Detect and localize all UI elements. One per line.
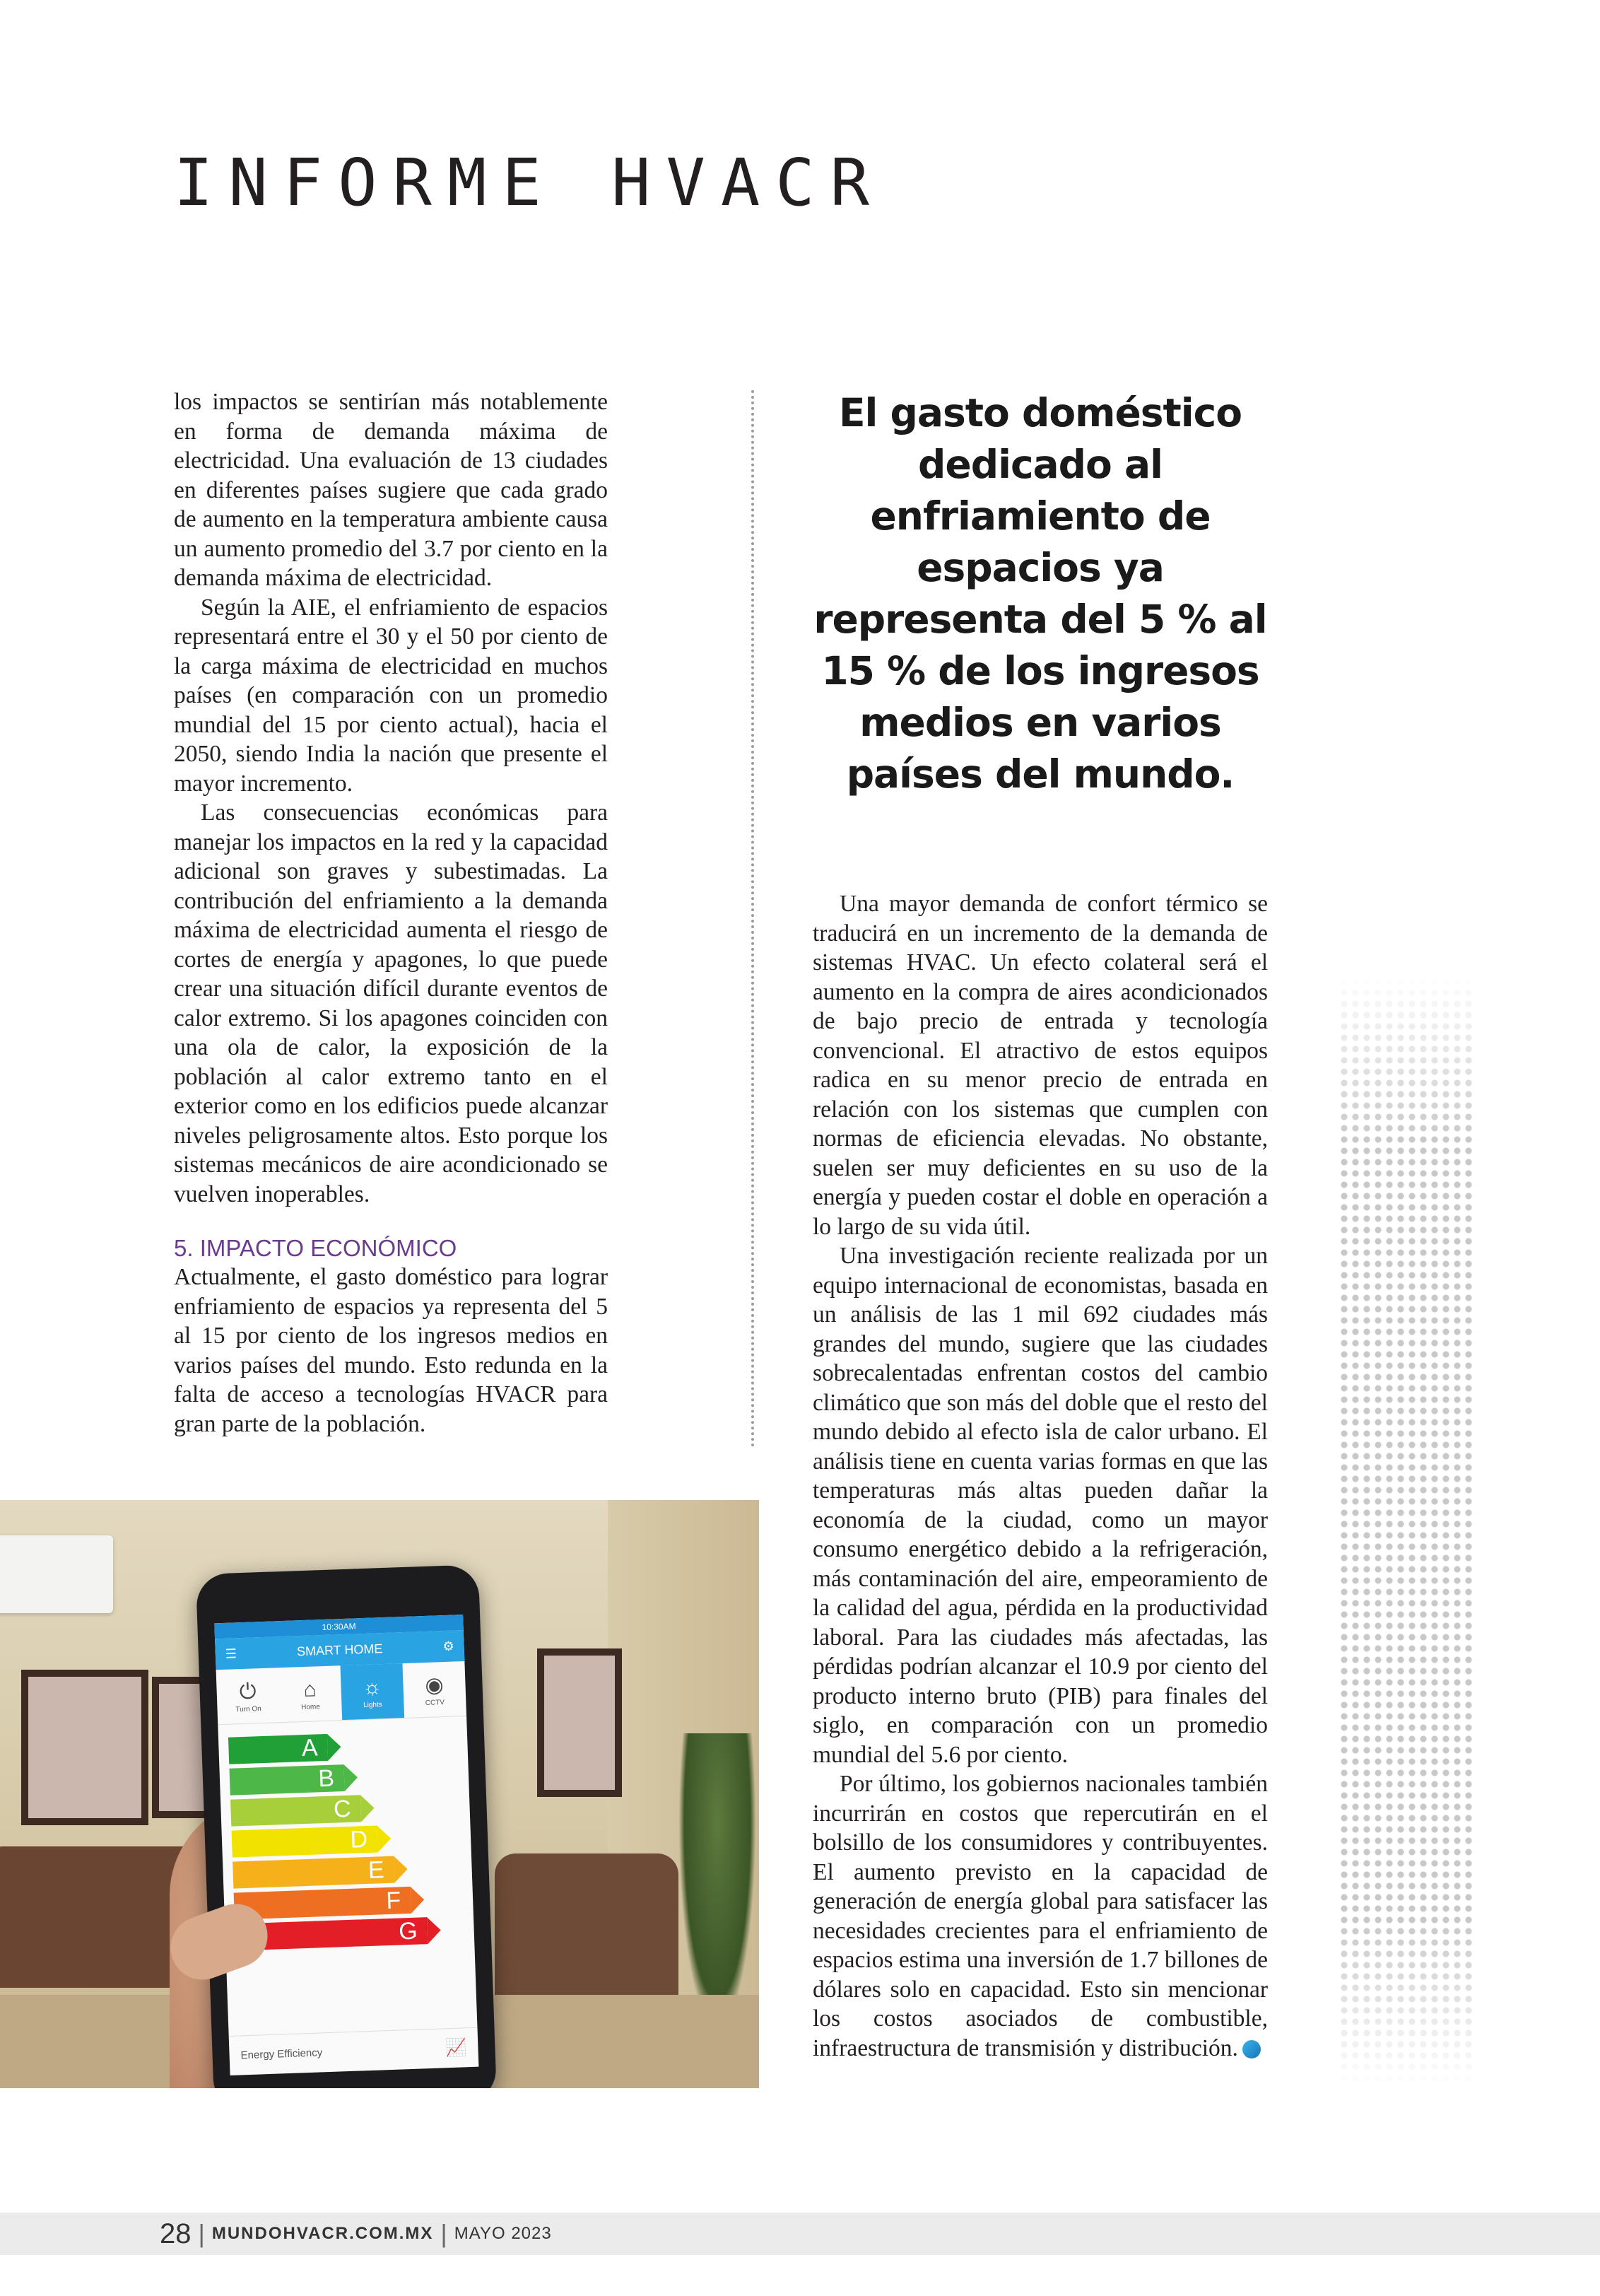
energy-class-d: D xyxy=(232,1825,378,1857)
energy-class-g: G xyxy=(235,1917,428,1950)
tab-home xyxy=(278,1665,343,1722)
halftone-dot-band xyxy=(1339,976,1473,2085)
menu-icon: ☰ xyxy=(225,1646,237,1661)
phone-status-bar: 10:30AM xyxy=(214,1615,464,1639)
chart-icon: 📈 xyxy=(445,2038,467,2058)
footer-site: MUNDOHVACR.COM.MX xyxy=(211,2224,434,2243)
footer-info xyxy=(160,2213,552,2255)
tab-lights xyxy=(340,1663,404,1720)
power-icon: ⏻ xyxy=(239,1680,257,1704)
energy-footer xyxy=(229,2027,479,2075)
home-icon: ⌂ xyxy=(303,1677,317,1702)
tab-label: CCTV xyxy=(425,1699,445,1707)
cctv-icon: ◉ xyxy=(424,1673,445,1697)
left-paragraph-2: Según la AIE, el enfriamiento de espacios representará entre el 30 y el 50 por ciento de la carga máxima de electricidad en muchos países (en comparación con un promedio mundial del 15 por ciento actual), hacia el 2050, siendo India la nación que presente el mayor incremento. xyxy=(174,594,608,797)
energy-class-f: F xyxy=(234,1887,411,1920)
footer-separator: | xyxy=(440,2219,447,2248)
picture-frame xyxy=(21,1670,148,1825)
right-paragraph-3-text: Por último, los gobiernos nacionales también incurrirán en costos que repercutirán en el bolsillo de los consumidores y contribuyentes. El aumento previsto en la capacidad de generación de energía global para satisfacer las necesidades crecientes para el enfriamiento de espacios estima una inversión de 1.7 billones de dólares solo en capacidad. Esto sin mencionar los costos asociados de combustible, infraestructura de transmisión y distribución. xyxy=(813,1771,1268,2061)
app-title: SMART HOME xyxy=(296,1641,383,1658)
plant xyxy=(678,1733,756,2030)
section-subheading: 5. IMPACTO ECONÓMICO xyxy=(174,1235,457,1261)
smart-home-photo xyxy=(0,1500,759,2088)
end-of-article-icon xyxy=(1242,2040,1261,2058)
energy-class-c: C xyxy=(230,1795,361,1826)
tab-label: Turn On xyxy=(235,1705,261,1714)
energy-class-e: E xyxy=(233,1856,394,1889)
smartphone xyxy=(196,1564,497,2088)
gear-icon: ⚙ xyxy=(442,1639,454,1653)
left-paragraph-1: los impactos se sentirían más notablemente en forma de demanda máxima de electricidad. Una evaluación de 13 ciudades en diferentes países sugiere que cada grado de aumento en la temperatura ambiente causa un aumento promedio del 3.7 por ciento en la demanda máxima de electricidad. xyxy=(174,389,608,591)
tab-cctv xyxy=(402,1661,466,1718)
tab-label: Lights xyxy=(363,1701,382,1710)
left-paragraph-3: Las consecuencias económicas para manejar los impactos en la red y la capacidad adicional son graves y subestimadas. La contribución del enfriamiento a la demanda máxima de electricidad aumenta el riesgo de cortes de energía y apagones, lo que puede crear una situación difícil durante eventos de calor extremo. Si los apagones coinciden con una ola de calor, la exposición de la población al calor extremo tanto en el exterior como en los edificios puede alcanzar niveles peligrosamente altos. Esto porque los sistemas mecánicos de aire acondicionado se vuelven inoperables. xyxy=(174,800,608,1207)
app-tabs xyxy=(216,1661,467,1725)
footer-separator: | xyxy=(198,2219,205,2248)
pull-quote: El gasto doméstico dedicado al enfriamiento de espacios ya representa del 5 % al 15 % de los ingresos medios en varios países del mundo. xyxy=(813,390,1267,797)
lightbulb-icon: ☼ xyxy=(362,1675,382,1700)
section-title: INFORME HVACR xyxy=(174,145,886,221)
right-paragraph-3 xyxy=(813,1769,1268,2063)
tab-label: Home xyxy=(300,1703,321,1712)
right-paragraph-2: Una investigación reciente realizada por un equipo internacional de economistas, basada en un análisis de las 1 mil 692 ciudades más grandes del mundo, sugiere que las ciudades sobrecalentadas enfrentan costos del cambio climático que son más del doble que el resto del mundo debido al efecto isla de calor urbano. El análisis tiene en cuenta varias formas en que las temperaturas más altas pueden dañar la economía de la ciudad, como un mayor consumo energético debido a la refrigeración, más contaminación del aire, empeoramiento de la calidad del agua, pérdida en la productividad laboral. Para las ciudades más afectadas, las pérdidas podrían alcanzar el 10.9 por ciento del producto interno bruto (PIB) para finales del siglo, en comparación con un promedio mundial del 5.6 por ciento. xyxy=(813,1243,1268,1768)
column-divider xyxy=(751,390,754,1448)
armchair xyxy=(495,1853,678,2016)
right-paragraph-1: Una mayor demanda de confort térmico se traducirá en un incremento de la demanda de sistemas HVAC. Un efecto colateral será el aumento en la compra de aires acondicionados de bajo precio de entrada y tecnología convencional. El atractivo de estos equipos radica en su menor precio de entrada en relación con los sistemas que cumplen con normas de eficiencia elevadas. No obstante, suelen ser muy deficientes en su uso de la energía y pueden costar el doble en operación a lo largo de su vida útil. xyxy=(813,891,1268,1240)
energy-efficiency-label: Energy Efficiency xyxy=(240,2046,323,2062)
phone-screen xyxy=(214,1615,478,2075)
left-paragraph-4: Actualmente, el gasto doméstico para lograr enfriamiento de espacios ya representa del 5 al 15 por ciento de los ingresos medios en varios países del mundo. Esto redunda en la falta de acceso a tecnologías HVACR para gran parte de la población. xyxy=(174,1264,608,1437)
page-number: 28 xyxy=(160,2218,192,2249)
energy-class-b: B xyxy=(229,1764,344,1796)
left-column xyxy=(174,387,608,1439)
right-column xyxy=(813,889,1268,2063)
picture-frame xyxy=(537,1648,622,1797)
energy-class-a: A xyxy=(228,1734,328,1764)
tab-turn-on xyxy=(216,1668,281,1724)
air-conditioner-unit xyxy=(0,1535,113,1613)
footer-date: MAYO 2023 xyxy=(454,2224,552,2243)
